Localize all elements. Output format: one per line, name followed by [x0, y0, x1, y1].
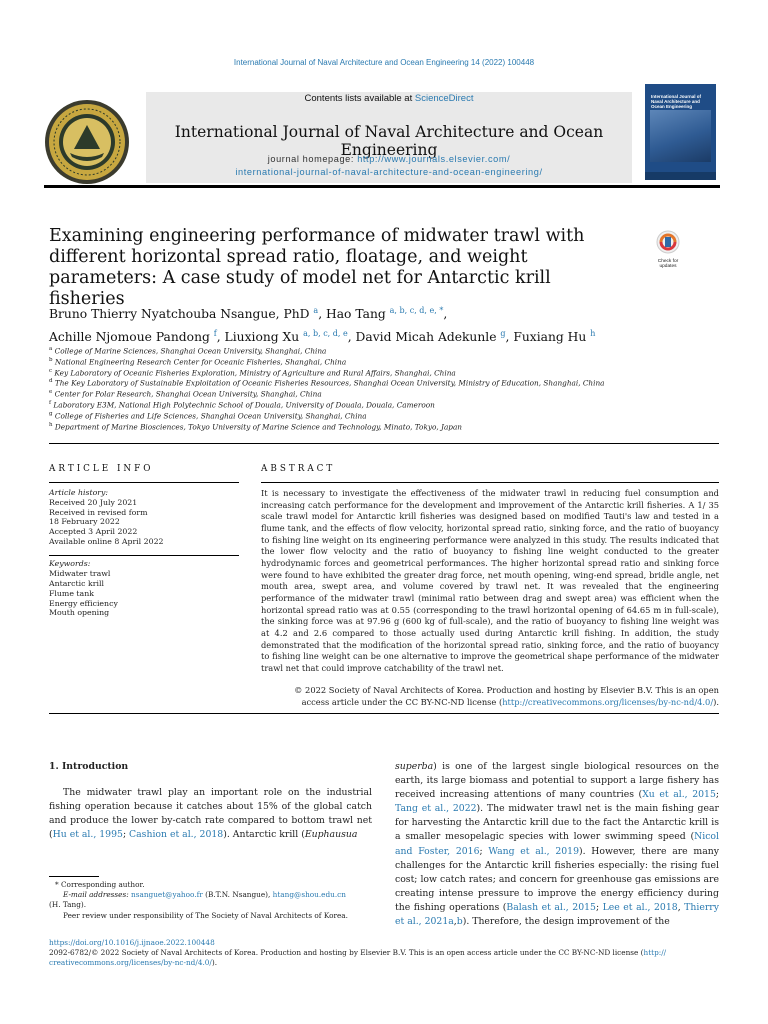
- article-info-heading: ARTICLE INFO: [49, 464, 154, 474]
- intro-heading: 1. Introduction: [49, 761, 129, 772]
- keyword: Energy efficiency: [49, 598, 118, 608]
- history-item: 18 February 2022: [49, 517, 120, 527]
- affil-text: National Engineering Research Center for Oceanic Fisheries, Shanghai, China: [54, 357, 347, 367]
- journal-citation[interactable]: International Journal of Naval Architecture and Ocean Engineering 14 (2022) 100448: [233, 58, 535, 67]
- intro-paragraph-2: [395, 760, 719, 929]
- intro-text: ;: [715, 789, 719, 801]
- email-label: E-mail addresses:: [63, 890, 129, 900]
- keywords-rule: [49, 555, 239, 556]
- reference-link[interactable]: Wang et al., 2019: [488, 845, 580, 857]
- affiliation-item: [49, 410, 709, 421]
- affiliation-item: [49, 356, 709, 367]
- affil-text: Center for Polar Research, Shanghai Ocean University, Shanghai, China: [54, 389, 322, 399]
- keywords-label: Keywords:: [49, 559, 91, 569]
- check-for-updates-badge[interactable]: [650, 229, 686, 269]
- intro-text: ;: [595, 901, 603, 913]
- article-title: Examining engineering performance of midwater trawl with different horizontal spread ratio, floatage, and weight parameters: A case study of model net for Antarctic krill fisheries: [49, 226, 585, 309]
- email-link[interactable]: nsanguet@yahoo.fr: [131, 890, 203, 900]
- journal-title: International Journal of Naval Architecture and Ocean Engineering: [174, 123, 604, 159]
- author-affil-sup[interactable]: g: [500, 329, 506, 339]
- keyword: Midwater trawl: [49, 569, 111, 579]
- email-line: [49, 890, 372, 900]
- affil-text: Key Laboratory of Oceanic Fisheries Exploration, Ministry of Agriculture and Rural Affairs, Shanghai, China: [54, 368, 456, 378]
- author-affil-sup[interactable]: a: [313, 306, 319, 315]
- journal-cover-thumbnail[interactable]: [645, 84, 716, 180]
- author-affil-sup[interactable]: f: [213, 329, 217, 339]
- affiliation-item: [49, 399, 709, 410]
- homepage-link-1[interactable]: http://www.journals.elsevier.com/: [357, 154, 511, 164]
- copyright-suffix: ).: [713, 696, 719, 707]
- abstract-end-rule: [49, 713, 719, 714]
- peer-review-note: Peer review under responsibility of The Society of Naval Architects of Korea.: [63, 910, 348, 920]
- footnotes: [49, 880, 372, 921]
- history-item: Available online 8 April 2022: [49, 536, 164, 546]
- affil-key: h: [49, 421, 53, 428]
- affiliation-item: [49, 377, 709, 388]
- author-affil-sup[interactable]: a, b, c, d, e: [303, 329, 348, 339]
- author-name[interactable]: , Liuxiong Xu: [216, 330, 304, 345]
- author-name[interactable]: , David Micah Adekunle: [347, 330, 501, 345]
- license-suffix: ).: [211, 958, 218, 967]
- section-rule: [49, 443, 719, 444]
- intro-paragraph-1: [49, 786, 372, 842]
- header-rule: [44, 185, 720, 188]
- keyword: Mouth opening: [49, 608, 110, 618]
- check-updates-label: Check for updates: [657, 259, 679, 269]
- affiliation-item: [49, 367, 709, 378]
- author-affil-sup[interactable]: a, b, c, d, e, *: [389, 306, 444, 315]
- intro-text: The midwater trawl play an important role on the industrial fishing operation because it catches about 15% of the global catch and produce the lower by-catch rate compared to bottom trawl net (: [49, 787, 372, 841]
- affil-text: Department of Marine Biosciences, Tokyo University of Marine Science and Technology, Minato, Tokyo, Japan: [54, 422, 463, 432]
- intro-text: ) is one of the largest single biological resources on the earth, its large biomass and potential to support a large fishery has received increasing attentions of many countries (: [395, 761, 719, 801]
- abstract-heading: ABSTRACT: [261, 464, 336, 474]
- journal-homepage: [146, 153, 632, 179]
- affil-key: c: [49, 367, 53, 374]
- intro-text: ;: [479, 845, 489, 857]
- info-rule: [49, 482, 239, 483]
- intro-text: ;: [122, 829, 130, 841]
- reference-link[interactable]: Nicol and Foster, 2016: [395, 831, 719, 857]
- affil-key: e: [49, 389, 53, 396]
- reference-link[interactable]: Thierry et al., 2021a: [395, 901, 719, 928]
- affiliations: [49, 345, 709, 432]
- sciencedirect-link[interactable]: ScienceDirect: [414, 93, 474, 104]
- intro-text: ). Antarctic krill (: [223, 829, 305, 841]
- license-link[interactable]: http://creativecommons.org/licenses/by-nc-nd/4.0/: [502, 696, 714, 707]
- affil-text: The Key Laboratory of Sustainable Exploitation of Oceanic Fisheries Resources, Shanghai Ocean University, Ministry of Education, Shanghai, China: [54, 378, 605, 388]
- keyword: Antarctic krill: [49, 579, 104, 589]
- page-footer: [49, 938, 719, 968]
- footer-license-link[interactable]: http:// creativecommons.org/licenses/by-nc-nd/4.0/: [49, 948, 667, 967]
- reference-link[interactable]: Lee et al., 2018: [602, 901, 678, 913]
- affiliation-item: [49, 388, 709, 399]
- corresponding-note: * Corresponding author.: [55, 880, 145, 889]
- reference-link[interactable]: Balash et al., 2015: [506, 901, 596, 913]
- cover-title: International Journal of Naval Architecture and Ocean Engineering: [651, 94, 702, 110]
- author-name[interactable]: , Hao Tang: [318, 307, 390, 322]
- reference-link[interactable]: Cashion et al., 2018: [129, 829, 224, 841]
- author-affil-sup[interactable]: h: [590, 329, 596, 339]
- history-label: Article history:: [49, 488, 109, 497]
- copyright-line1: © 2022 Society of Naval Architects of Korea. Production and hosting by Elsevier B.V. This is an open: [294, 685, 719, 695]
- reference-link[interactable]: b: [456, 916, 463, 928]
- contents-line: [146, 93, 632, 104]
- contents-prefix: Contents lists available at: [304, 93, 415, 104]
- history-item: Received in revised form: [49, 507, 148, 517]
- affil-text: College of Fisheries and Life Sciences, Shanghai Ocean University, Shanghai, China: [54, 411, 367, 421]
- author-list: [49, 301, 689, 347]
- affil-key: a: [49, 346, 53, 352]
- species-name: superba: [395, 761, 434, 772]
- email-owner-2: (H. Tang).: [49, 900, 87, 910]
- reference-link[interactable]: Tang et al., 2022: [395, 803, 477, 815]
- reference-link[interactable]: Hu et al., 1995: [52, 829, 123, 841]
- cover-bar: [645, 172, 716, 180]
- author-name[interactable]: Achille Njomoue Pandong: [49, 330, 214, 345]
- abstract-text: It is necessary to investigate the effectiveness of the midwater trawl in reducing fuel consumption and increasing catch performance for the development and improvement of the Antarctic krill fisheries. A 1/ 35 scale trawl model for Antarctic krill fisheries was designed based on modified Tauti's law and tested in a flume tank, and the effects of flow velocity, horizontal spread ratio, sinking force, and the ratio of buoyancy to fishing line weight on its engineering performance were analyzed in this study. The results indicated that the lower flow velocity and the ratio of buoyancy to fishing line weight conducted to the greater hydrodynamic forces and geometrical performances. The higher horizontal spread ratio and sinking force were found to have exhibited the greater drag force, net mouth opening, wing-end spread, bridle angle, net mouth area, swept area, and volume covered by trawl net. It was revealed that the engineering performance of the midwater trawl (minimal ratio between drag and swept area) was efficient when the horizontal spread ratio was at 0.55 (corresponding to the trawl horizontal opening of 64.65 m in full-scale), the sinking force was at 97.96 g (600 kg of full-scale), and the ratio of buoyancy to fishing line weight was at 4.2 and 2.6 compared to those actually used during Antarctic krill fishing. In addition, the study demonstrated that the modification of the horizontal spread ratio, sinking force, and the ratio of buoyancy to fishing line weight can be one alternative to improve the geometrical shape performance of the midwater trawl net that could improve catchability of the trawl net.: [261, 488, 719, 673]
- article-info: [49, 488, 239, 618]
- homepage-prefix: journal homepage:: [267, 154, 358, 164]
- keyword: Flume tank: [49, 588, 94, 598]
- abstract-copyright: [261, 685, 719, 708]
- email-owner: (B.T.N. Nsangue),: [202, 890, 273, 900]
- society-seal-logo: [44, 99, 130, 185]
- license-line: [49, 948, 719, 968]
- affil-key: d: [49, 378, 53, 385]
- reference-link[interactable]: Xu et al., 2015: [642, 789, 716, 801]
- intro-text: ). However, there are many challenges for the Antarctic krill fisheries especially: the rising fuel cost; low catch rates; and concern for greenhouse gas emissions are creating intense pressure to improve the energy efficiency during the fishing operations (: [395, 845, 719, 913]
- history-item: Accepted 3 April 2022: [49, 527, 138, 537]
- affil-text: College of Marine Sciences, Shanghai Ocean University, Shanghai, China: [54, 346, 327, 356]
- author-name[interactable]: Bruno Thierry Nyatchouba Nsangue, PhD: [49, 307, 314, 322]
- author-name[interactable]: , Fuxiang Hu: [505, 330, 591, 345]
- affil-key: b: [49, 356, 53, 363]
- abstract-rule: [261, 482, 719, 483]
- affiliation-item: [49, 345, 709, 356]
- intro-text: ). Therefore, the design improvement of the: [462, 916, 670, 928]
- affil-text: Laboratory E3M, National High Polytechnic School of Douala, University of Douala, Douala, Cameroon: [53, 400, 435, 410]
- email-link[interactable]: htang@shou.edu.cn: [272, 890, 346, 900]
- intro-text: ). The midwater trawl net is the main fishing gear for harvesting the Antarctic krill due to the fact the Antarctic krill is a smaller mesopelagic species with lower swimming speed (: [395, 803, 719, 843]
- species-name: Euphausua: [304, 829, 358, 841]
- intro-text: ,: [453, 916, 457, 928]
- author-separator: ,: [443, 307, 448, 322]
- footnote-rule: [49, 876, 99, 877]
- affil-key: f: [49, 400, 52, 407]
- doi-link[interactable]: https://doi.org/10.1016/j.ijnaoe.2022.100448: [49, 938, 215, 947]
- affil-key: g: [49, 410, 53, 417]
- issn-text: 2092-6782/© 2022 Society of Naval Architects of Korea. Production and hosting by Elsevier B.V. This is an open access article under the CC BY-NC-ND license (: [49, 948, 644, 957]
- copyright-prefix: access article under the CC BY-NC-ND license (: [301, 696, 503, 707]
- check-updates-icon: [650, 229, 686, 255]
- intro-text: ,: [677, 901, 685, 913]
- affiliation-item: [49, 421, 709, 432]
- history-item: Received 20 July 2021: [49, 497, 138, 507]
- homepage-link-2[interactable]: international-journal-of-naval-architecture-and-ocean-engineering/: [235, 167, 543, 177]
- cover-image: [650, 110, 711, 162]
